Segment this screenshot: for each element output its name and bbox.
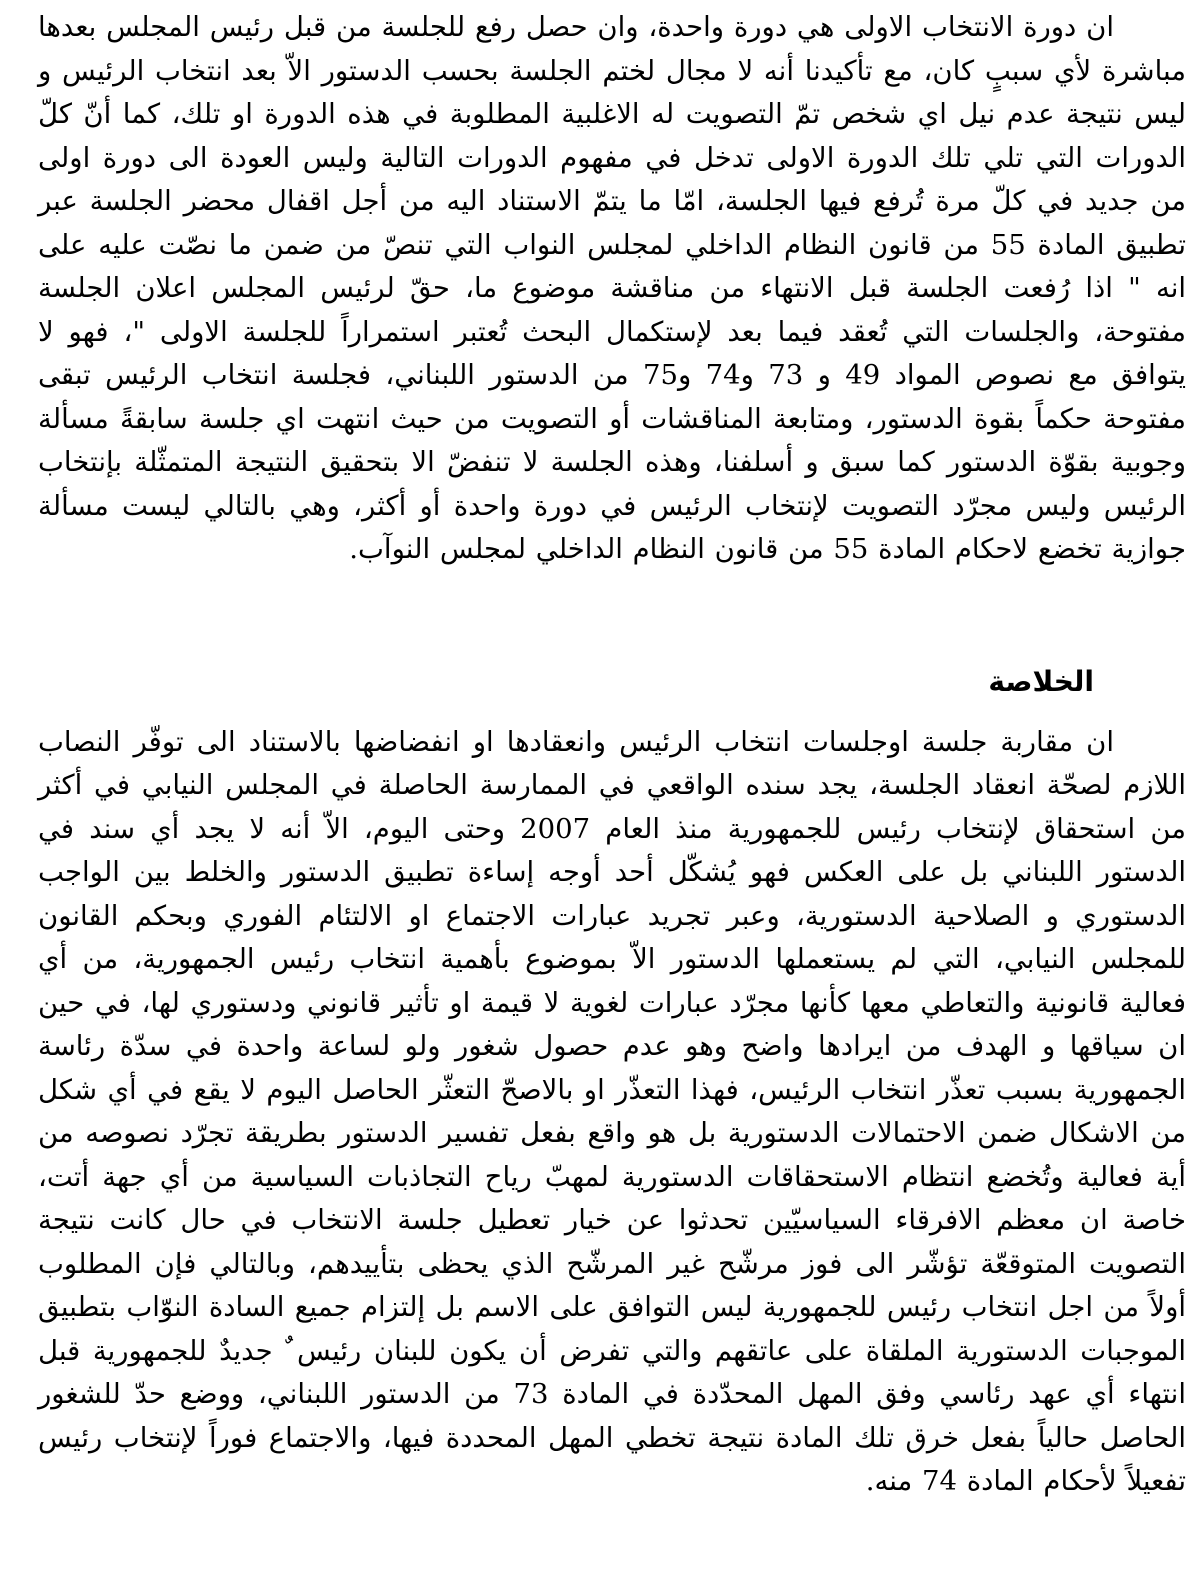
paragraph-summary: ان مقاربة جلسة اوجلسات انتخاب الرئيس وانعقادها او انفضاضها بالاستناد الى توفّر النصاب اللازم لصحّة انعقاد الجلسة، يجد سنده الواقعي في الممارسة الحاصلة في المجلس النيابي في أكثر من استحقاق لإنتخاب رئيس للجمهورية منذ العام 2007 وحتى اليوم، الاّ أنه لا يجد أي سند في الدستور اللبناني بل على العكس فهو يُشكّل أحد أوجه إساءة تطبيق الدستور والخلط بين الواجب الدستوري و الصلاحية الدستورية، وعبر تجريد عبارات الاجتماع او الالتئام الفوري وبحكم القانون للمجلس النيابي، التي لم يستعملها الدستور الاّ بموضوع بأهمية انتخاب رئيس الجمهورية، من أي فعالية قانونية والتعاطي معها كأنها مجرّد عبارات لغوية لا قيمة او تأثير قانوني ودستوري لها، في حين ان سياقها و الهدف من ايرادها واضح وهو عدم حصول شغور ولو لساعة واحدة في سدّة رئاسة الجمهورية بسبب تعذّر انتخاب الرئيس، فهذا التعذّر او بالاصحّ التعثّر الحاصل اليوم لا يقع في أي شكل من الاشكال ضمن الاحتمالات الدستورية بل هو واقع بفعل تفسير الدستور بطريقة تجرّد نصوصه من أية فعالية وتُخضع انتظام الاستحقاقات الدستورية لمهبّ رياح التجاذبات السياسية من أي جهة أتت، خاصة ان معظم الافرقاء السياسيّين تحدثوا عن خيار تعطيل جلسة الانتخاب في حال كانت نتيجة التصويت المتوقعّة تؤشّر الى فوز مرشّح غير المرشّح الذي يحظى بتأييدهم، وبالتالي فإن المطلوب أولاً من اجل انتخاب رئيس للجمهورية ليس التوافق على الاسم بل إلتزام جميع السادة النوّاب بتطبيق الموجبات الدستورية الملقاة على عاتقهم والتي تفرض أن يكون للبنان رئيس ٌ جديدٌ للجمهورية قبل انتهاء أي عهد رئاسي وفق المهل المحدّدة في المادة 73 من الدستور اللبناني، ووضع حدّ للشغور الحاصل حالياً بفعل خرق تلك المادة نتيجة تخطي المهل المحددة فيها، والاجتماع فوراً لإنتخاب رئيس تفعيلاً لأحكام المادة 74 منه. (38, 725, 1186, 1497)
paragraph-election-round: ان دورة الانتخاب الاولى هي دورة واحدة، وان حصل رفع للجلسة من قبل رئيس المجلس بعدها مباشرة لأي سببٍ كان، مع تأكيدنا أنه لا مجال لختم الجلسة بحسب الدستور الاّ بعد انتخاب الرئيس و ليس نتيجة عدم نيل اي شخص تمّ التصويت له الاغلبية المطلوبة في هذه الدورة او تلك، كما أنّ كلّ الدورات التي تلي تلك الدورة الاولى تدخل في مفهوم الدورات التالية وليس العودة الى دورة اولى من جديد في كلّ مرة تُرفع فيها الجلسة، امّا ما يتمّ الاستناد اليه من أجل اقفال محضر الجلسة عبر تطبيق المادة 55 من قانون النظام الداخلي لمجلس النواب التي تنصّ من ضمن ما نصّت عليه على انه " اذا رُفعت الجلسة قبل الانتهاء من مناقشة موضوع ما، حقّ لرئيس المجلس اعلان الجلسة مفتوحة، والجلسات التي تُعقد فيما بعد لإستكمال البحث تُعتبر استمراراً للجلسة الاولى "، فهو لا يتوافق مع نصوص المواد 49 و 73 و74 و75 من الدستور اللبناني، فجلسة انتخاب الرئيس تبقى مفتوحة حكماً بقوة الدستور، ومتابعة المناقشات أو التصويت من حيث انتهت اي جلسة سابقةً مسألة وجوبية بقوّة الدستور كما سبق و أسلفنا، وهذه الجلسة لا تنفضّ الا بتحقيق النتيجة المتمثّلة بإنتخاب الرئيس وليس مجرّد التصويت لإنتخاب الرئيس في دورة واحدة أو أكثر، وهي بالتالي ليست مسألة جوازية تخضع لاحكام المادة 55 من قانون النظام الداخلي لمجلس النوآب. (38, 11, 1186, 565)
summary-heading: الخلاصة (988, 664, 1094, 698)
